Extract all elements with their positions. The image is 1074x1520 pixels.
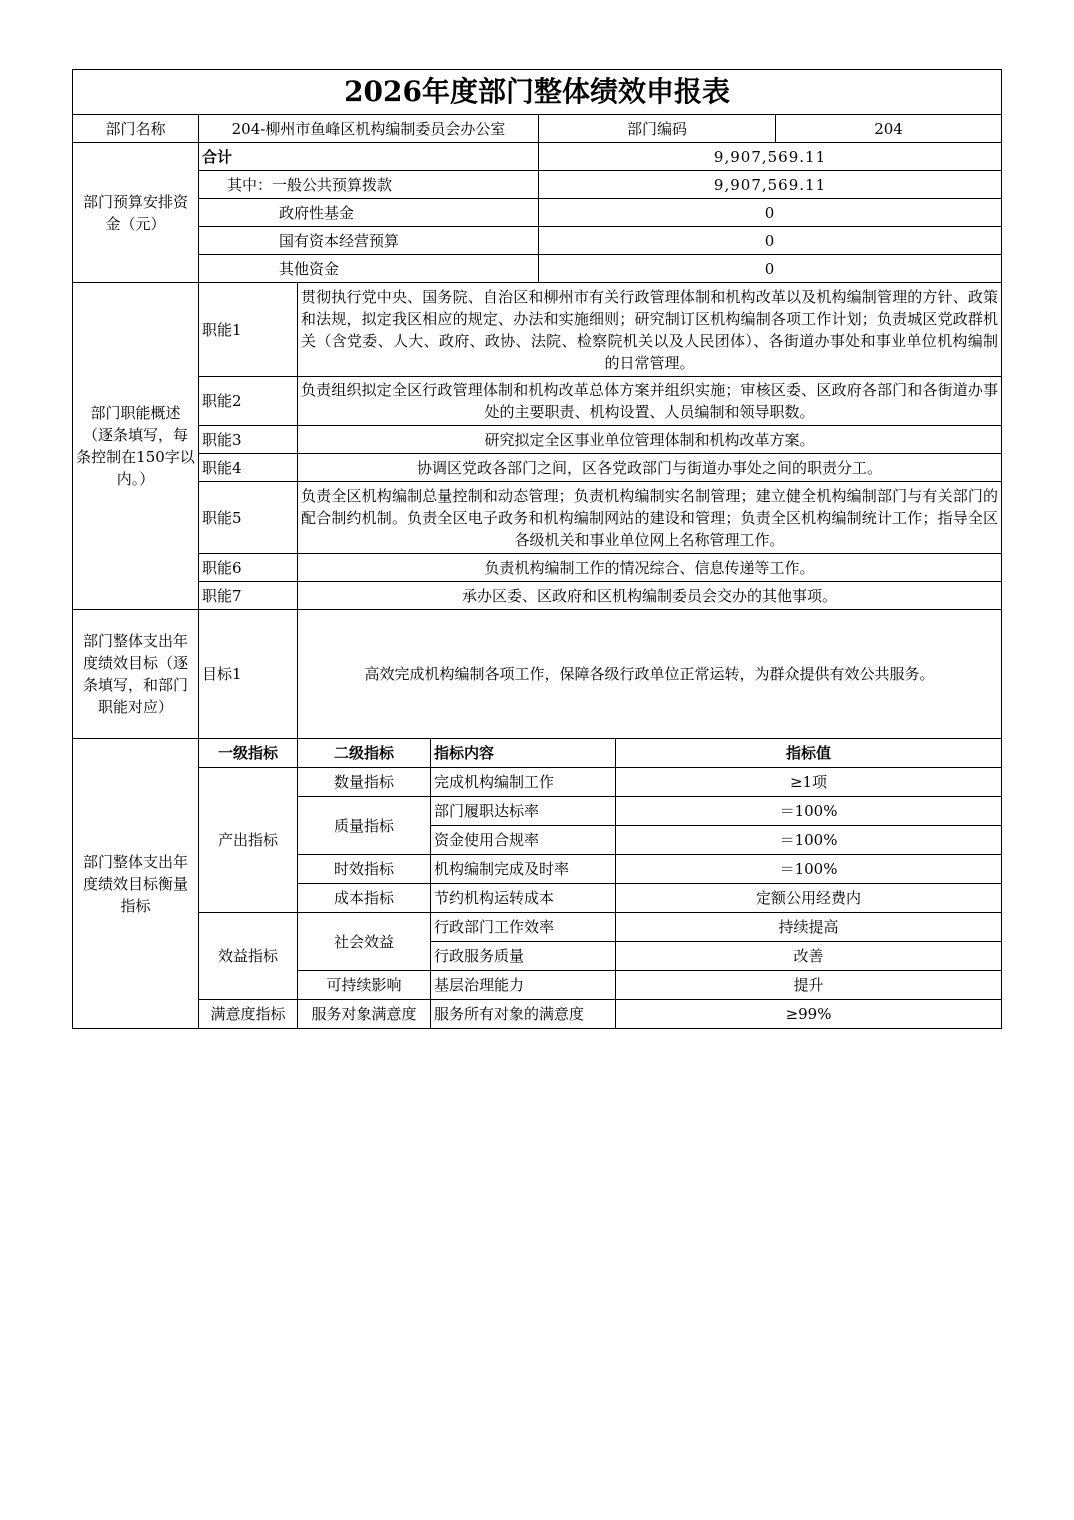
sub-cost: 成本指标 bbox=[298, 884, 431, 913]
function-text: 研究拟定全区事业单位管理体制和机构改革方案。 bbox=[298, 426, 1002, 454]
function-label: 职能7 bbox=[199, 582, 298, 610]
sub-service: 服务对象满意度 bbox=[298, 1000, 431, 1029]
indicator-value: ≥1项 bbox=[616, 768, 1002, 797]
indicators-section-label: 部门整体支出年度绩效目标衡量指标 bbox=[73, 739, 199, 1029]
budget-row-label: 其他资金 bbox=[199, 255, 539, 283]
goals-section-label: 部门整体支出年度绩效目标（逐条填写，和部门职能对应） bbox=[73, 610, 199, 739]
goal-text: 高效完成机构编制各项工作，保障各级行政单位正常运转，为群众提供有效公共服务。 bbox=[298, 610, 1002, 739]
functions-section-label: 部门职能概述（逐条填写，每条控制在150字以内。） bbox=[73, 283, 199, 610]
header-content: 指标内容 bbox=[431, 739, 616, 768]
function-text: 负责组织拟定全区行政管理体制和机构改革总体方案并组织实施；审核区委、区政府各部门和各街道办事处的主要职责、机构设置、人员编制和领导职数。 bbox=[298, 377, 1002, 426]
indicator-value: 提升 bbox=[616, 971, 1002, 1000]
function-label: 职能2 bbox=[199, 377, 298, 426]
performance-form-table bbox=[72, 69, 1002, 1029]
indicator-value: ＝100% bbox=[616, 855, 1002, 884]
function-label: 职能6 bbox=[199, 554, 298, 582]
indicator-content: 完成机构编制工作 bbox=[431, 768, 616, 797]
header-level1: 一级指标 bbox=[199, 739, 298, 768]
group-satisfaction: 满意度指标 bbox=[199, 1000, 298, 1029]
indicator-value: 持续提高 bbox=[616, 913, 1002, 942]
sub-sustain: 可持续影响 bbox=[298, 971, 431, 1000]
sub-social: 社会效益 bbox=[298, 913, 431, 971]
budget-row-value: 0 bbox=[539, 255, 1002, 283]
budget-row-label: 其中：一般公共预算拨款 bbox=[199, 171, 539, 199]
indicator-content: 基层治理能力 bbox=[431, 971, 616, 1000]
indicator-content: 资金使用合规率 bbox=[431, 826, 616, 855]
function-text: 负责全区机构编制总量控制和动态管理；负责机构编制实名制管理；建立健全机构编制部门与有关部门的配合制约机制。负责全区电子政务和机构编制网站的建设和管理；负责全区机构编制统计工作；指导全区各级机关和事业单位网上名称管理工作。 bbox=[298, 482, 1002, 554]
function-label: 职能3 bbox=[199, 426, 298, 454]
dept-code-label: 部门编码 bbox=[539, 115, 776, 143]
indicator-value: ＝100% bbox=[616, 797, 1002, 826]
indicator-content: 机构编制完成及时率 bbox=[431, 855, 616, 884]
budget-row-value: 9,907,569.11 bbox=[539, 171, 1002, 199]
indicator-content: 行政部门工作效率 bbox=[431, 913, 616, 942]
function-text: 贯彻执行党中央、国务院、自治区和柳州市有关行政管理体制和机构改革以及机构编制管理的方针、政策和法规，拟定我区相应的规定、办法和实施细则；研究制订区机构编制各项工作计划；负责城区党政群机关（含党委、人大、政府、政协、法院、检察院机关以及人民团体）、各街道办事处和事业单位机构编制的日常管理。 bbox=[298, 283, 1002, 377]
function-label: 职能5 bbox=[199, 482, 298, 554]
indicator-value: 改善 bbox=[616, 942, 1002, 971]
budget-row-value: 0 bbox=[539, 227, 1002, 255]
function-text: 协调区党政各部门之间，区各党政部门与街道办事处之间的职责分工。 bbox=[298, 454, 1002, 482]
budget-section-label: 部门预算安排资金（元） bbox=[73, 143, 199, 283]
function-text: 承办区委、区政府和区机构编制委员会交办的其他事项。 bbox=[298, 582, 1002, 610]
dept-name-label: 部门名称 bbox=[73, 115, 199, 143]
indicator-content: 服务所有对象的满意度 bbox=[431, 1000, 616, 1029]
page-title: 2026年度部门整体绩效申报表 bbox=[73, 70, 1002, 115]
indicator-content: 行政服务质量 bbox=[431, 942, 616, 971]
sub-quantity: 数量指标 bbox=[298, 768, 431, 797]
indicator-content: 部门履职达标率 bbox=[431, 797, 616, 826]
indicator-value: ≥99% bbox=[616, 1000, 1002, 1029]
budget-row-label: 政府性基金 bbox=[199, 199, 539, 227]
header-level2: 二级指标 bbox=[298, 739, 431, 768]
dept-name-value: 204-柳州市鱼峰区机构编制委员会办公室 bbox=[199, 115, 539, 143]
header-value: 指标值 bbox=[616, 739, 1002, 768]
sub-quality: 质量指标 bbox=[298, 797, 431, 855]
group-benefit: 效益指标 bbox=[199, 913, 298, 1000]
indicator-content: 节约机构运转成本 bbox=[431, 884, 616, 913]
sub-timeliness: 时效指标 bbox=[298, 855, 431, 884]
goal-label: 目标1 bbox=[199, 610, 298, 739]
budget-row-label: 合计 bbox=[199, 143, 539, 171]
indicator-value: ＝100% bbox=[616, 826, 1002, 855]
function-label: 职能4 bbox=[199, 454, 298, 482]
budget-row-label: 国有资本经营预算 bbox=[199, 227, 539, 255]
dept-code-value: 204 bbox=[776, 115, 1002, 143]
indicator-value: 定额公用经费内 bbox=[616, 884, 1002, 913]
budget-row-value: 9,907,569.11 bbox=[539, 143, 1002, 171]
group-output: 产出指标 bbox=[199, 768, 298, 913]
budget-row-value: 0 bbox=[539, 199, 1002, 227]
function-text: 负责机构编制工作的情况综合、信息传递等工作。 bbox=[298, 554, 1002, 582]
function-label: 职能1 bbox=[199, 283, 298, 377]
